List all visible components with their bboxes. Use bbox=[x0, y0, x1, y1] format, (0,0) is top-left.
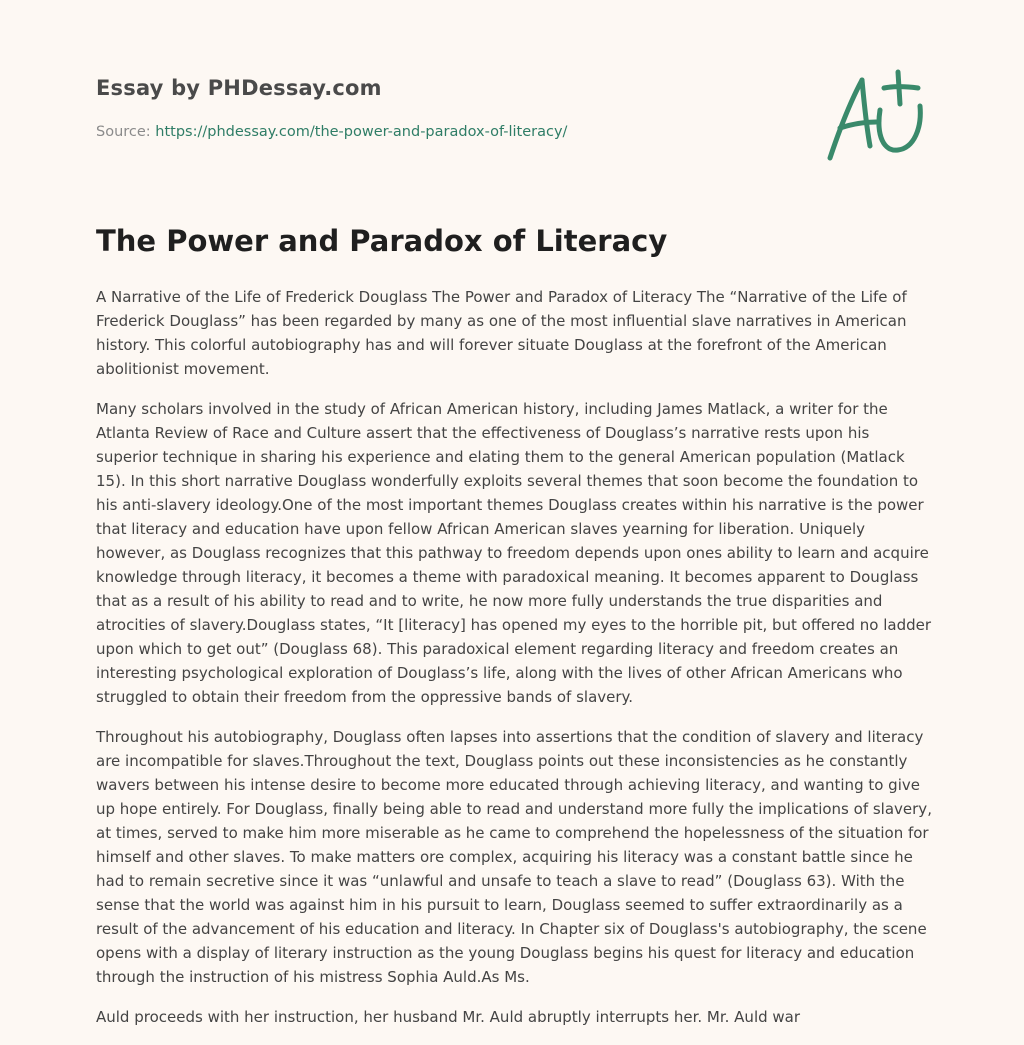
source-line bbox=[96, 124, 567, 140]
essay-paragraph: Many scholars involved in the study of African American history, including James Matlack, a writer for the Atlanta Review of Race and Culture assert that the effectiveness of Douglass’s narrative rests upon his superior technique in sharing his experience and elating them to the general American population (Matlack 15). In this short narrative Douglass wonderfully exploits several themes that soon become the foundation to his anti-slavery ideology.One of the most important themes Douglass creates within his narrative is the power that literacy and education have upon fellow African American slaves yearning for liberation. Uniquely however, as Douglass recognizes that this pathway to freedom depends upon ones ability to learn and acquire knowledge through literacy, it becomes a theme with paradoxical meaning. It becomes apparent to Douglass that as a result of his ability to read and to write, he now more fully understands the true disparities and atrocities of slavery.Douglass states, “It [literacy] has opened my eyes to the horrible pit, but offered no ladder upon which to get out” (Douglass 68). This paradoxical element regarding literacy and freedom creates an interesting psychological exploration of Douglass’s life, along with the lives of other African Americans who struggled to obtain their freedom from the oppressive bands of slavery. bbox=[96, 400, 932, 706]
source-link[interactable]: https://phdessay.com/the-power-and-paradox-of-literacy/ bbox=[155, 124, 568, 140]
source-label: Source: bbox=[96, 124, 156, 140]
essay-body bbox=[96, 285, 932, 1045]
site-title: Essay by PHDessay.com bbox=[96, 76, 382, 100]
essay-paragraph: Auld proceeds with her instruction, her husband Mr. Auld abruptly interrupts her. Mr. Auld war bbox=[96, 1008, 801, 1026]
page-title: The Power and Paradox of Literacy bbox=[96, 224, 668, 258]
essay-paragraph: Throughout his autobiography, Douglass often lapses into assertions that the condition of slavery and literacy are incompatible for slaves.Throughout the text, Douglass points out these inconsistencies as he constantly wavers between his intense desire to become more educated through achieving literacy, and wanting to give up hope entirely. For Douglass, finally being able to read and understand more fully the implications of slavery, at times, served to make him more miserable as he came to comprehend the hopelessness of the situation for himself and other slaves. To make matters ore complex, acquiring his literacy was a constant battle since he had to remain secretive since it was “unlawful and unsafe to teach a slave to read” (Douglass 63). With the sense that the world was against him in his pursuit to learn, Douglass seemed to suffer extraordinarily as a result of the advancement of his education and literacy. In Chapter six of Douglass's autobiography, the scene opens with a display of literary instruction as the young Douglass begins his quest for literacy and education through the instruction of his mistress Sophia Auld.As Ms. bbox=[96, 728, 932, 986]
essay-paragraph: A Narrative of the Life of Frederick Douglass The Power and Paradox of Literacy The “Narrative of the Life of Frederick Douglass” has been regarded by many as one of the most influential slave narratives in American history. This colorful autobiography has and will forever situate Douglass at the forefront of the American abolitionist movement. bbox=[96, 288, 907, 378]
a-plus-logo-icon bbox=[818, 66, 930, 166]
